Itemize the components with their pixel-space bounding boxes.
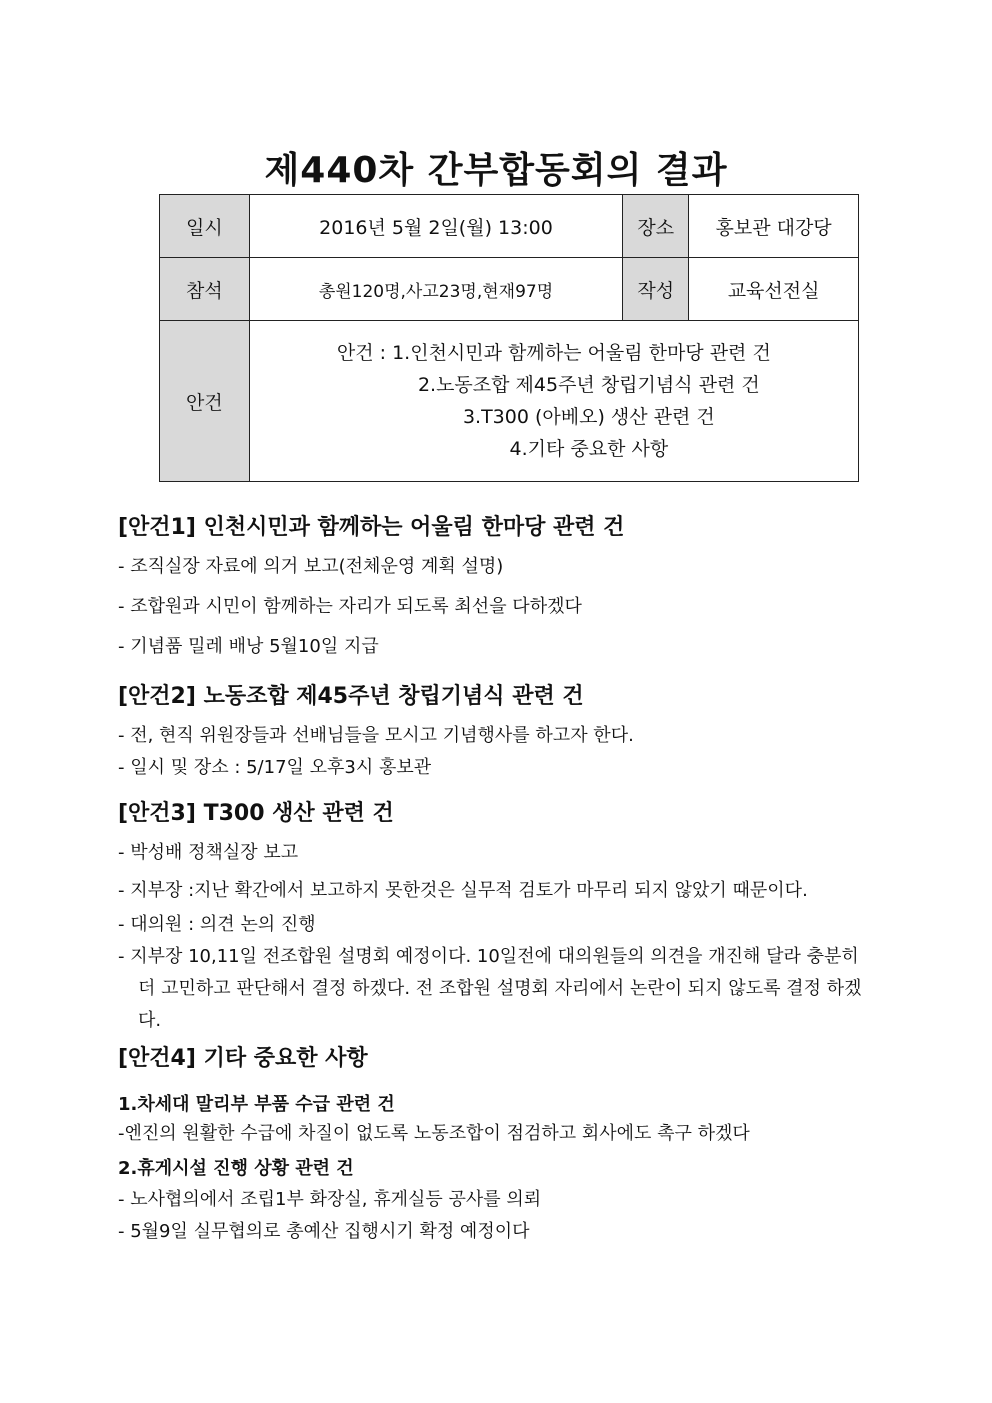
- place-label: 장소: [623, 195, 689, 258]
- agenda-label: 안건: [160, 321, 250, 482]
- section-heading: [안건2] 노동조합 제45주년 창립기념식 관련 건: [118, 684, 584, 709]
- document-body: [118, 510, 863, 1244]
- section-item: - 전, 현직 위원장들과 선배님들을 모시고 기념행사를 하고자 한다.: [118, 725, 634, 746]
- section-item: - 지부장 :지난 확간에서 보고하지 못한것은 실무적 검토가 마무리 되지 않았기 때문이다.: [118, 880, 808, 901]
- section-heading: [안건1] 인천시민과 함께하는 어울림 한마당 관련 건: [118, 515, 625, 540]
- section-item: - 지부장 10,11일 전조합원 설명회 예정이다. 10일전에 대의원들의 의견을 개진해 달라 충분히 더 고민하고 판단해서 결정 하겠다. 전 조합원 설명회 자리에서 논란이 되지 않도록 결정 하겠다.: [118, 946, 862, 1031]
- subsection-heading: 1.차세대 말리부 부품 수급 관련 건: [118, 1094, 395, 1115]
- section-item: - 대의원 : 의견 논의 진행: [118, 914, 316, 935]
- author-value: 교육선전실: [689, 258, 859, 321]
- agenda-list: [249, 321, 858, 482]
- attendance-value: 총원120명,사고23명,현재97명: [249, 258, 623, 321]
- agenda-item: 3.T300 (아베오) 생산 관련 건: [462, 406, 715, 428]
- date-value: 2016년 5월 2일(월) 13:00: [249, 195, 623, 258]
- section-heading: [안건4] 기타 중요한 사항: [118, 1046, 368, 1071]
- agenda-item: 4.기타 중요한 사항: [509, 438, 669, 460]
- author-label: 작성: [623, 258, 689, 321]
- meeting-info-table: [159, 194, 859, 482]
- section-item: - 박성배 정책실장 보고: [118, 842, 299, 863]
- agenda-item: 안건 : 1.인천시민과 함께하는 어울림 한마당 관련 건: [336, 342, 771, 364]
- agenda-item: 2.노동조합 제45주년 창립기념식 관련 건: [417, 374, 760, 396]
- section-item: - 노사협의에서 조립1부 화장실, 휴게실등 공사를 의뢰: [118, 1189, 542, 1210]
- section-item: - 조직실장 자료에 의거 보고(전체운영 계획 설명): [118, 556, 504, 577]
- section-item: - 조합원과 시민이 함께하는 자리가 되도록 최선을 다하겠다: [118, 596, 582, 617]
- document-title: 제440차 간부합동회의 결과: [264, 150, 728, 191]
- attendance-label: 참석: [160, 258, 250, 321]
- section-item: - 기념품 밀레 배낭 5월10일 지급: [118, 636, 379, 657]
- section-item: - 일시 및 장소 : 5/17일 오후3시 홍보관: [118, 757, 432, 778]
- subsection-heading: 2.휴게시설 진행 상황 관련 건: [118, 1158, 354, 1179]
- section-heading: [안건3] T300 생산 관련 건: [118, 801, 394, 826]
- section-item: -엔진의 원활한 수급에 차질이 없도록 노동조합이 점검하고 회사에도 촉구 하겠다: [118, 1123, 750, 1144]
- place-value: 홍보관 대강당: [689, 195, 859, 258]
- section-item: - 5월9일 실무협의로 총예산 집행시기 확정 예정이다: [118, 1221, 530, 1242]
- date-label: 일시: [160, 195, 250, 258]
